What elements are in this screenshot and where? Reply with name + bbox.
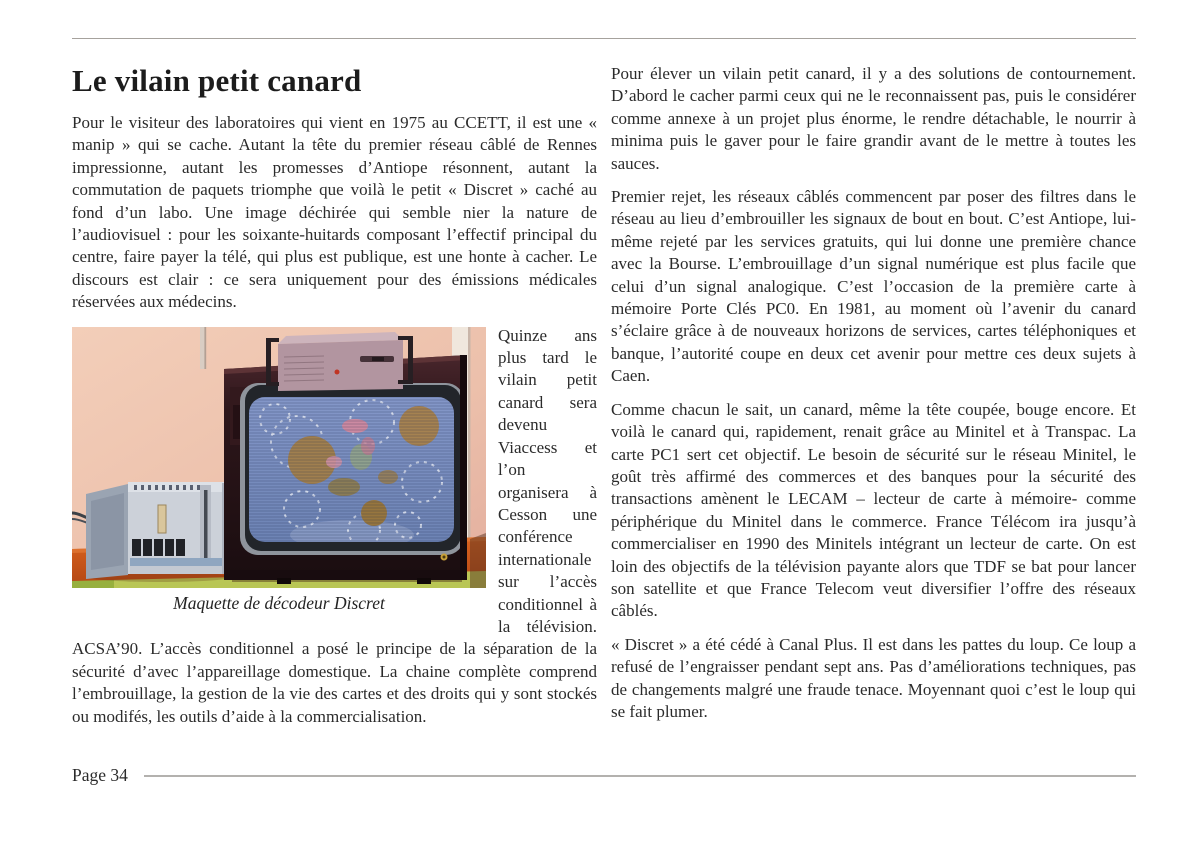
top-rule [72,38,1136,39]
paragraph: Premier rejet, les réseaux câblés commencent par poser des filtres dans le réseau au lieu d’embrouiller les signaux de bout en bout. C’est Antiope, lui-même rejeté par les services gratuits, qui lui donne une première chance avec la Bourse. L’embrouillage d’un signal numérique est plus facile que celui d’un signal analogique. C’est l’occasion de la première carte à mémoire Porte Clés PC0. En 1981, au moment où l’avenir du canard s’éclaire grâce à de nouveaux horizons de services, cartes téléphoniques et banque, l’autorité coupe en deux cet avenir pour mettre ces deux sujets à Caen. [611,187,1136,386]
article-title: Le vilain petit canard [72,63,362,98]
decoder-rack-unit [72,482,232,582]
footer-rule [144,775,1136,777]
paragraph: Quinze ans plus tard le vilain petit canard sera devenu Viaccess et l’on organisera à Cesson une conférence internationale sur l’accès conditionnel à la télévision. ACSA’90. L’accès conditionnel a posé le principe de la séparation de la sécurité d’avec l’appareillage domestique. La chaine complète comprend l’embrouillage, la gestion de la vie des cartes et des droits qui y sont stockés ou modifés, les outils d’aide à la commercialisation. [72,325,597,726]
led-indicator [335,369,340,374]
decoder-photo-figure [72,327,486,616]
photo-caption: Maquette de décodeur Discret [173,592,385,613]
paragraph: Pour le visiteur des laboratoires qui vient en 1975 au CCETT, il est une « manip » qui se cache. Autant la tête du premier réseau câblé de Rennes impressionne, autant les promesses d’Antiope résonnent, autant la commutation de paquets triomphe que voilà le petit « Discret » caché au fond d’un labo. Une image déchirée qui semble nier la nature de l’audiovisuel : pour les soixante-huitards composant l’effectif principal du centre, faire payer la télé, qui plus est publique, est une honte à cacher. Le discours est clair : ce sera uniquement pour des émissions médicales réservées aux médecins. [72,113,597,312]
page-footer [72,765,1136,786]
paragraph: Pour élever un vilain petit canard, il y a des solutions de contournement. D’abord le cacher parmi ceux qui ne le reconnaissent pas, puis le considérer comme annexe à un projet plus énorme, le rendre détachable, le nourrir à minima puis le gaver pour le faire grandir avant de le mettre à toutes les sauces. [611,64,1136,173]
set-top-box [266,332,413,391]
figure-with-wrap-text [72,325,597,739]
right-column [611,63,1136,739]
scrambled-picture [249,397,454,550]
left-column [72,63,597,739]
paragraph: Comme chacun le sait, un canard, même la tête coupée, bouge encore. Et voilà le canard qui, rapidement, renait grâce au Minitel et à Transpac. La carte PC1 sert cet objectif. Le besoin de sécurité sur le réseau Minitel, le goût très affirmé des commerces et des banques pour la sécurité des transactions amènent le LECAM – lecteur de carte à mémoire- comme périphérique du Minitel dans le commerce. France Télécom ira jusqu’à commercialiser en 1990 des Minitels intégrant un lecteur de carte. On est loin des objectifs de la télévision payante alors que TDF se bat pour lancer son satellite et que France Telecom veut diversifier l’offre des réseaux câblés. [611,399,1136,621]
decoder-photo [72,327,486,588]
corner-shadow [470,533,486,588]
paragraph: « Discret » a été cédé à Canal Plus. Il est dans les pattes du loup. Ce loup a refusé de l’engraisser pendant sept ans. Pas d’améliorations techniques, pas de changements malgré une fraude tenace. Moyennant quoi c’est le loup qui se fait plumer. [611,634,1136,721]
page-number: Page 34 [72,764,128,785]
two-column-layout [72,63,1136,739]
